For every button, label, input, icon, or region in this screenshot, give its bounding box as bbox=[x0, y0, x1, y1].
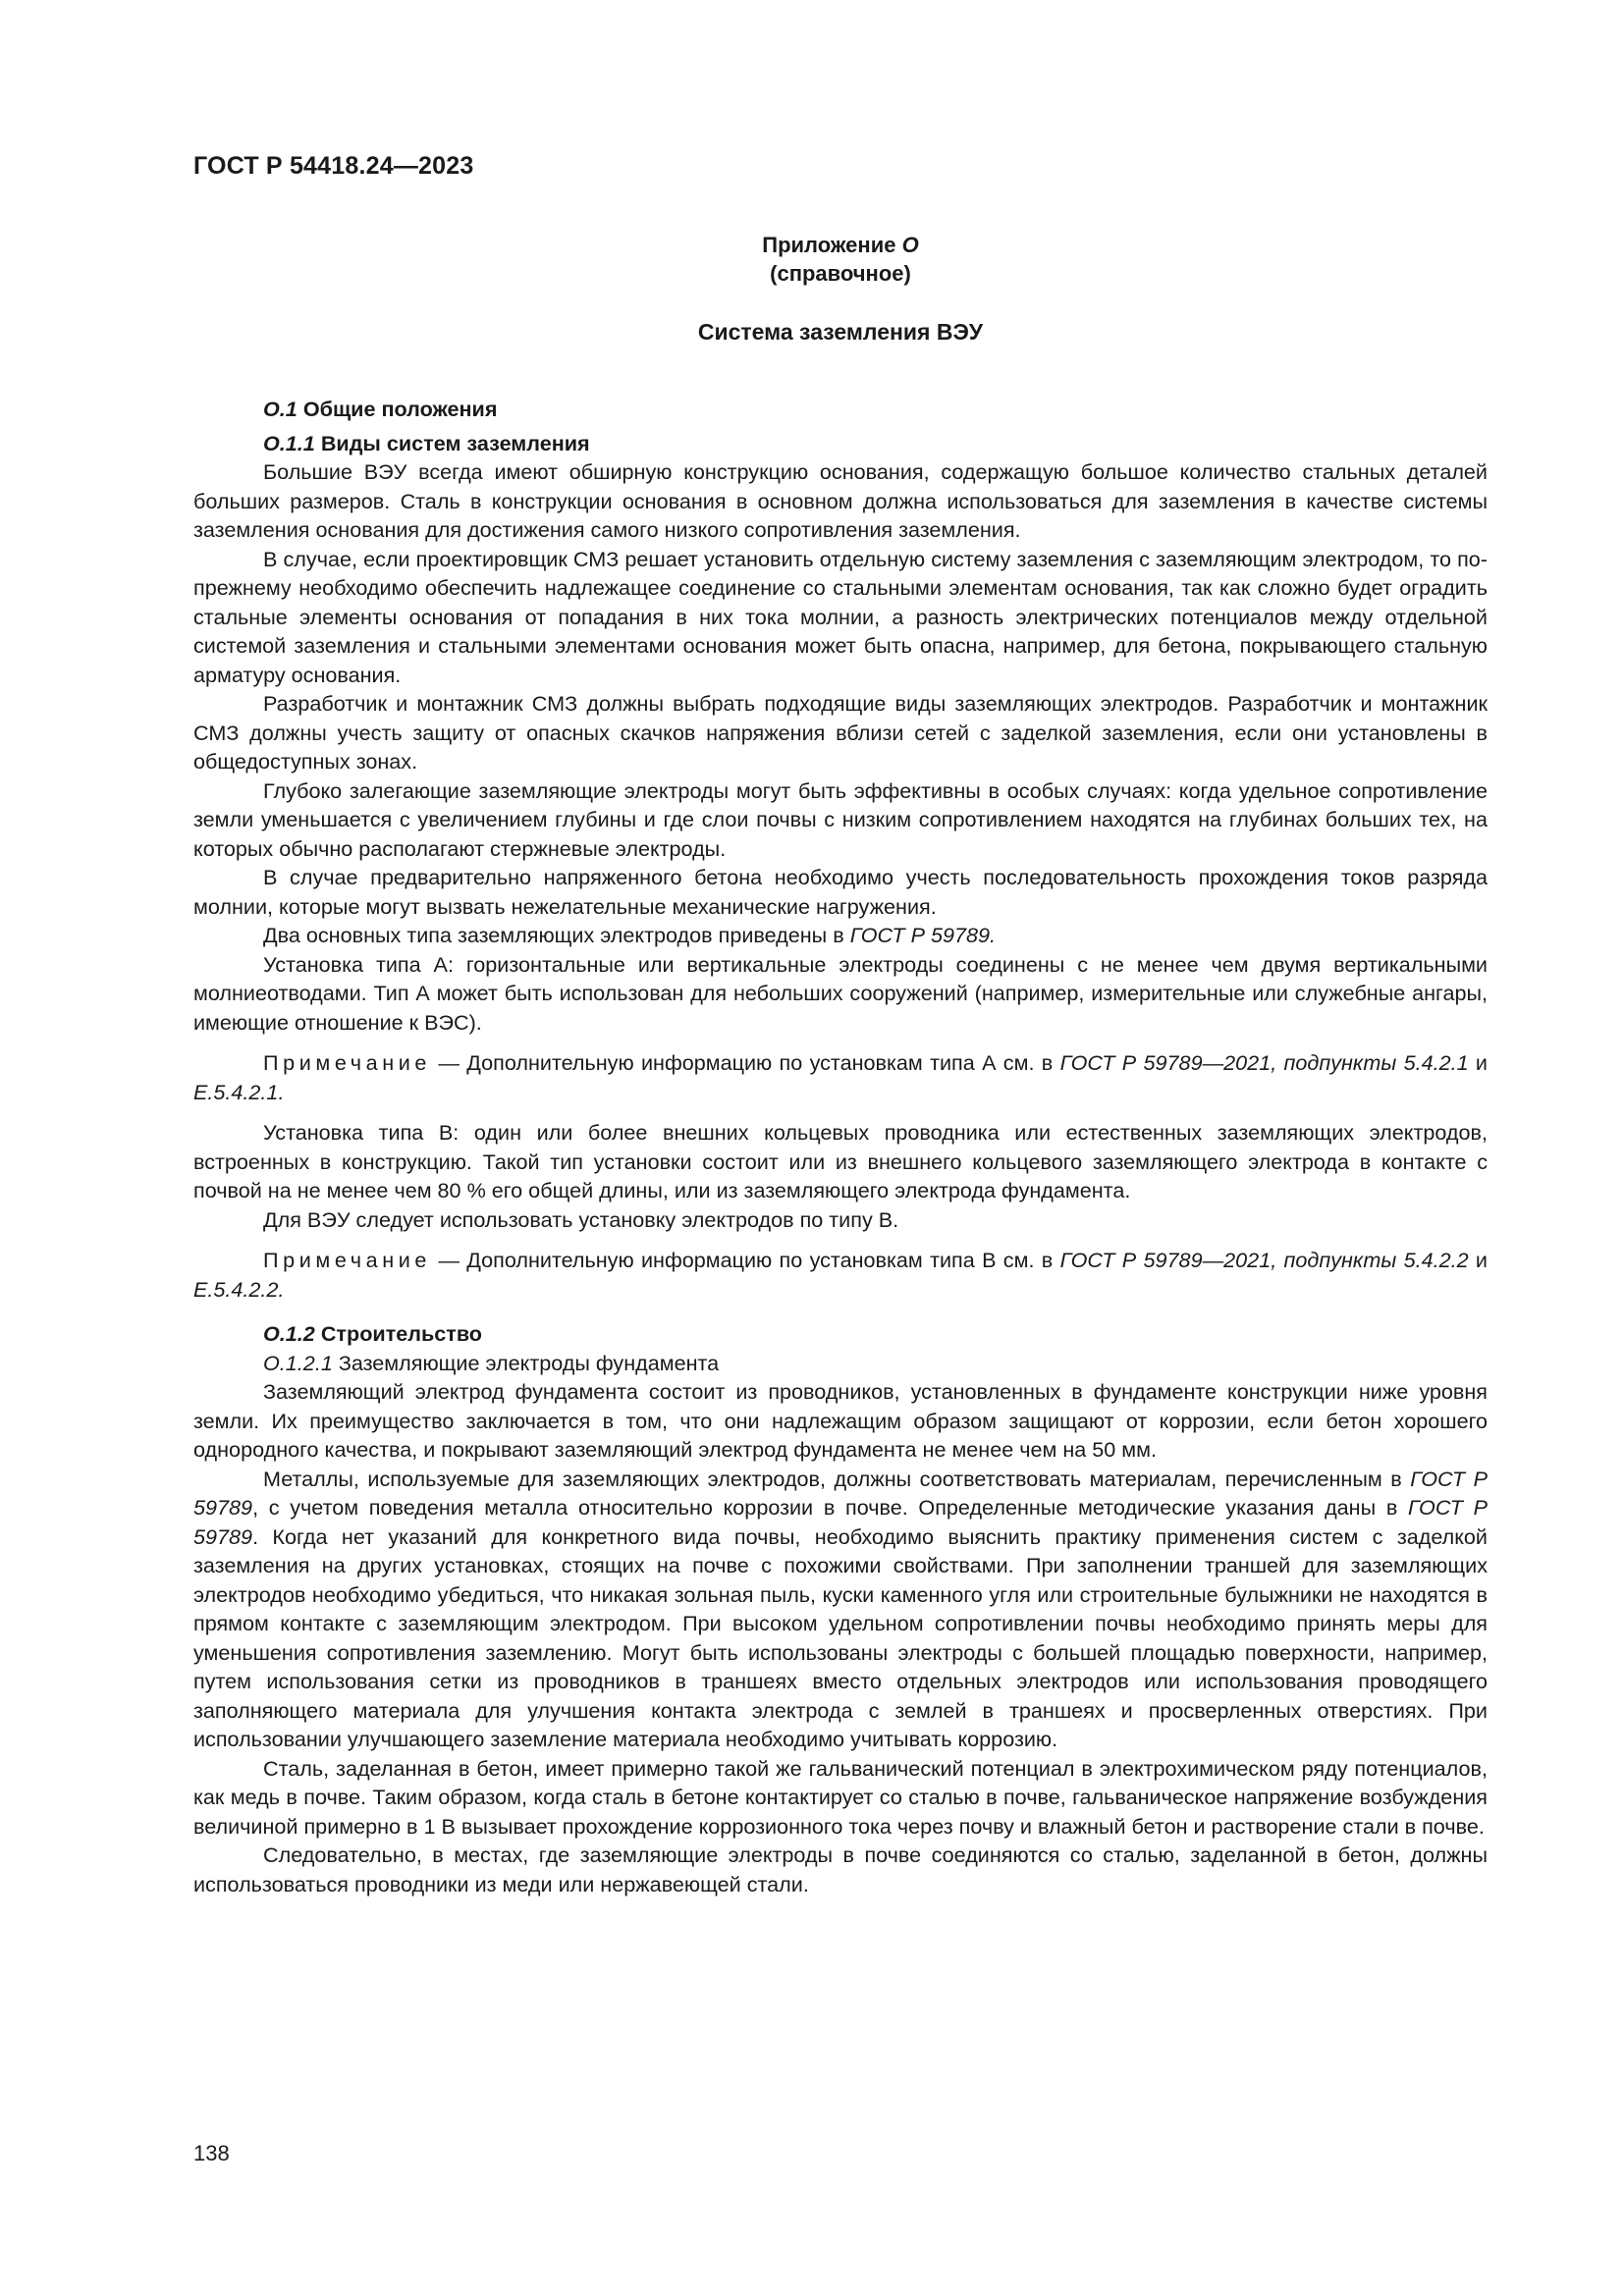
heading-text: Общие положения bbox=[302, 397, 498, 421]
document-body bbox=[193, 395, 1488, 1898]
subheading-o121 bbox=[193, 1349, 1488, 1378]
paragraph-text: . Когда нет указаний для конкретного вида почвы, необходимо выяснить практику применения систем с заделкой заземления на других установках, стоящих на почве с похожими свойствами. При заполнении траншей для заземляющих электродов необходимо убедиться, что никакая зольная пыль, куски каменного угля или строительные булыжники не находятся в прямом контакте с заземляющим электродом. При высоком удельном сопротивлении почвы необходимо принять меры для уменьшения сопротивления заземлению. Могут быть использованы электроды с большей площадью поверхности, например, путем использования сетки из проводников в траншеях вместо отдельных электродов или использования проводящего заполняющего материала для улучшения контакта электрода с землей в траншеях и просверленных отверстиях. При использовании улучшающего заземление материала необходимо учитывать коррозию. bbox=[193, 1523, 1488, 1751]
appendix-letter: О bbox=[901, 233, 919, 257]
standard-reference: ГОСТ Р 59789—2021, подпункты 5.4.2.2 bbox=[1059, 1248, 1469, 1272]
paragraph: Сталь, заделанная в бетон, имеет примерно такой же гальванический потенциал в электрохимическом ряду потенциалов, как медь в почве. Таким образом, когда сталь в бетоне контактирует со сталью в почве, гальваническое напряжение возбуждения величиной примерно в 1 В вызывает прохождение коррозионного тока через почву и влажный бетон и растворение стали в почве. bbox=[193, 1755, 1488, 1839]
subheading-number: О.1.2.1 bbox=[263, 1350, 333, 1375]
note-label: Примечание bbox=[263, 1248, 431, 1272]
paragraph: Установка типа А: горизонтальные или вертикальные электроды соединены с не менее чем двумя вертикальными молниеотводами. Тип А может быть использован для небольших сооружений (например, измерительные или служебные ангары, имеющие отношение к ВЭС). bbox=[193, 951, 1488, 1035]
heading-o12 bbox=[193, 1319, 1488, 1349]
paragraph: Для ВЭУ следует использовать установку электродов по типу В. bbox=[263, 1206, 899, 1232]
note-text: и bbox=[1468, 1050, 1488, 1075]
paragraph: Глубоко залегающие заземляющие электроды могут быть эффективны в особых случаях: когда удельное сопротивление земли уменьшается с увеличением глубины и где слои почвы с низким сопротивлением находятся на глубинах больших тех, на которых обычно располагают стержневые электроды. bbox=[193, 777, 1488, 861]
heading-text: Строительство bbox=[320, 1321, 482, 1346]
paragraph bbox=[193, 1465, 1488, 1754]
paragraph: В случае, если проектировщик СМЗ решает установить отдельную систему заземления с заземляющим электродом, то по-прежнему необходимо обеспечить надлежащее соединение со стальными элементам основания, так как сложно будет оградить стальные элементы основания от попадания в них тока молнии, а разность электрических потенциалов между отдельной системой заземления и стальными элементами основания может быть опасна, например, для бетона, покрывающего стальную арматуру основания. bbox=[193, 546, 1488, 687]
appendix-heading bbox=[193, 231, 1488, 288]
page-number: 138 bbox=[193, 2141, 230, 2165]
heading-o11 bbox=[193, 429, 1488, 458]
appendix-label bbox=[193, 231, 1488, 259]
paragraph: Большие ВЭУ всегда имеют обширную конструкцию основания, содержащую большое количество стальных деталей больших размеров. Сталь в конструкции основания в основном должна использоваться для заземления в качестве системы заземления основания для достижения самого низкого сопротивления заземления. bbox=[193, 459, 1488, 542]
paragraph bbox=[193, 921, 1488, 950]
note bbox=[193, 1246, 1488, 1304]
note-text: и bbox=[1468, 1248, 1488, 1272]
document-code: ГОСТ Р 54418.24—2023 bbox=[193, 152, 474, 180]
paragraph: Установка типа В: один или более внешних кольцевых проводника или естественных заземляющих электродов, встроенных в конструкцию. Такой тип установки состоит или из внешнего кольцевого заземляющего электрода в контакте с почвой на не менее чем 80 % его общей длины, или из заземляющего электрода фундамента. bbox=[193, 1120, 1488, 1202]
note-label: Примечание bbox=[263, 1050, 431, 1075]
heading-text: Виды систем заземления bbox=[320, 430, 590, 455]
appendix-kind: (справочное) bbox=[770, 261, 911, 286]
note bbox=[193, 1048, 1488, 1106]
standard-reference: ГОСТ Р 59789. bbox=[849, 923, 997, 947]
paragraph-text: Два основных типа заземляющих электродов приведены в bbox=[263, 923, 850, 947]
standard-reference: ГОСТ Р 59789 bbox=[193, 1495, 1488, 1549]
heading-number: О.1.2 bbox=[263, 1321, 315, 1346]
paragraph-text: , с учетом поведения металла относительно коррозии в почве. Определенные методические указания даны в bbox=[252, 1495, 1408, 1520]
standard-reference: Е.5.4.2.1. bbox=[193, 1079, 285, 1104]
standard-reference: ГОСТ Р 59789—2021, подпункты 5.4.2.1 bbox=[1059, 1050, 1469, 1075]
appendix-title: Система заземления ВЭУ bbox=[697, 319, 984, 345]
note-text: — Дополнительную информацию по установкам типа В см. в bbox=[431, 1248, 1060, 1272]
paragraph: Заземляющий электрод фундамента состоит из проводников, установленных в фундаменте конструкции ниже уровня земли. Их преимущество заключается в том, что они надлежащим образом защищают от коррозии, если бетон хорошего однородного качества, и покрывают заземляющий электрод фундамента не менее чем на 50 мм. bbox=[193, 1379, 1488, 1462]
note-text: — Дополнительную информацию по установкам типа А см. в bbox=[431, 1050, 1060, 1075]
heading-number: О.1 bbox=[263, 397, 298, 421]
standard-reference: ГОСТ Р 59789 bbox=[193, 1466, 1488, 1520]
paragraph: В случае предварительно напряженного бетона необходимо учесть последовательность прохождения токов разряда молнии, которые могут вызвать нежелательные механические нагружения. bbox=[193, 865, 1488, 919]
heading-o1 bbox=[193, 395, 1488, 424]
standard-reference: Е.5.4.2.2. bbox=[193, 1276, 285, 1302]
appendix-word: Приложение bbox=[762, 233, 896, 257]
paragraph: Следовательно, в местах, где заземляющие электроды в почве соединяются со сталью, заделанной в бетон, должны использоваться проводники из меди или нержавеющей стали. bbox=[193, 1842, 1488, 1896]
paragraph-text: Металлы, используемые для заземляющих электродов, должны соответствовать материалам, перечисленным в bbox=[263, 1466, 1411, 1491]
subheading-text: Заземляющие электроды фундамента bbox=[338, 1350, 720, 1375]
paragraph: Разработчик и монтажник СМЗ должны выбрать подходящие виды заземляющих электродов. Разработчик и монтажник СМЗ должны учесть защиту от опасных скачков напряжения вблизи сетей с заделкой заземления, если они установлены в общедоступных зонах. bbox=[193, 691, 1488, 774]
heading-number: О.1.1 bbox=[263, 430, 315, 455]
